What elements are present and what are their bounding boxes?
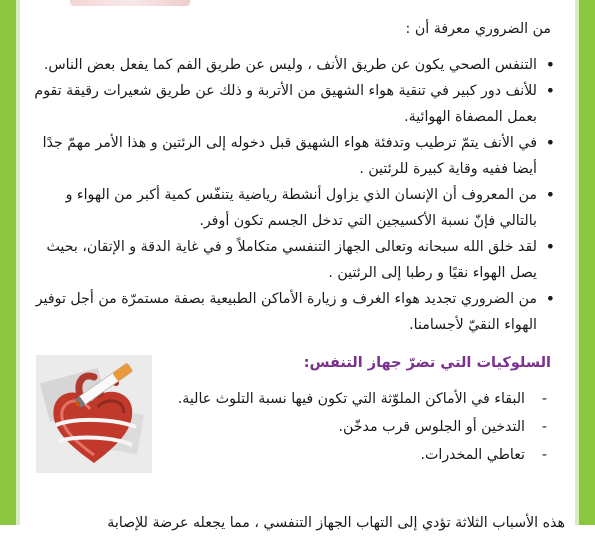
fact-item: • التنفس الصحي يكون عن طريق الأنف ، وليس عن طريق الفم كما يفعل بعض الناس. xyxy=(30,52,537,78)
fact-item: • لقد خلق الله سبحانه وتعالى الجهاز التنفسي متكاملاً و في غاية الدقة و الإتقان، بحيث يصل الهواء نقيًا و رطبا إلى الرئتين . xyxy=(30,234,537,286)
top-image-edge xyxy=(70,0,190,6)
smoking-lungs-illustration xyxy=(36,355,152,473)
fact-item: • في الأنف يتمّ ترطيب وتدفئة هواء الشهيق قبل دخوله إلى الرئتين و هذا الأمر مهمّ جدًا أيضا ففيه وقاية كبيرة للرئتين . xyxy=(30,130,537,182)
harmful-behaviors-title: السلوكيات التي تضرّ جهاز التنفس: xyxy=(303,355,551,371)
right-green-border xyxy=(579,0,595,525)
harmful-item: - تعاطي المخدرات. xyxy=(30,442,525,468)
facts-list xyxy=(30,52,565,338)
harmful-item: - التدخين أو الجلوس قرب مدخّن. xyxy=(30,414,525,440)
fact-item: • من الضروري تجديد هواء الغرف و زيارة الأماكن الطبيعية بصفة مستمرّة من أجل توفير الهواء النقيّ لأجسامنا. xyxy=(30,286,537,338)
fact-item: • للأنف دور كبير في تنقية هواء الشهيق من الأتربة و ذلك عن طريق شعيرات رقيقة تقوم بعمل المصفاة الهوائية. xyxy=(30,78,537,130)
left-light-border xyxy=(16,0,20,525)
heart-cigarette-icon xyxy=(36,355,152,473)
intro-text: من الضروري معرفة أن : xyxy=(405,21,551,37)
left-green-border xyxy=(0,0,16,525)
footer-paragraph: هذه الأسباب الثلاثة تؤدي إلى التهاب الجهاز التنفسي ، مما يجعله عرضة للإصابة xyxy=(107,515,565,531)
fact-item: • من المعروف أن الإنسان الذي يزاول أنشطة رياضية يتنفّس كمية أكبر من الهواء و بالتالي فإنّ نسبة الأكسيجين التي تدخل الجسم تكون أوفر. xyxy=(30,182,537,234)
harmful-item: - البقاء في الأماكن الملوّثة التي تكون فيها نسبة التلوث عالية. xyxy=(30,386,525,412)
right-light-border xyxy=(575,0,579,525)
